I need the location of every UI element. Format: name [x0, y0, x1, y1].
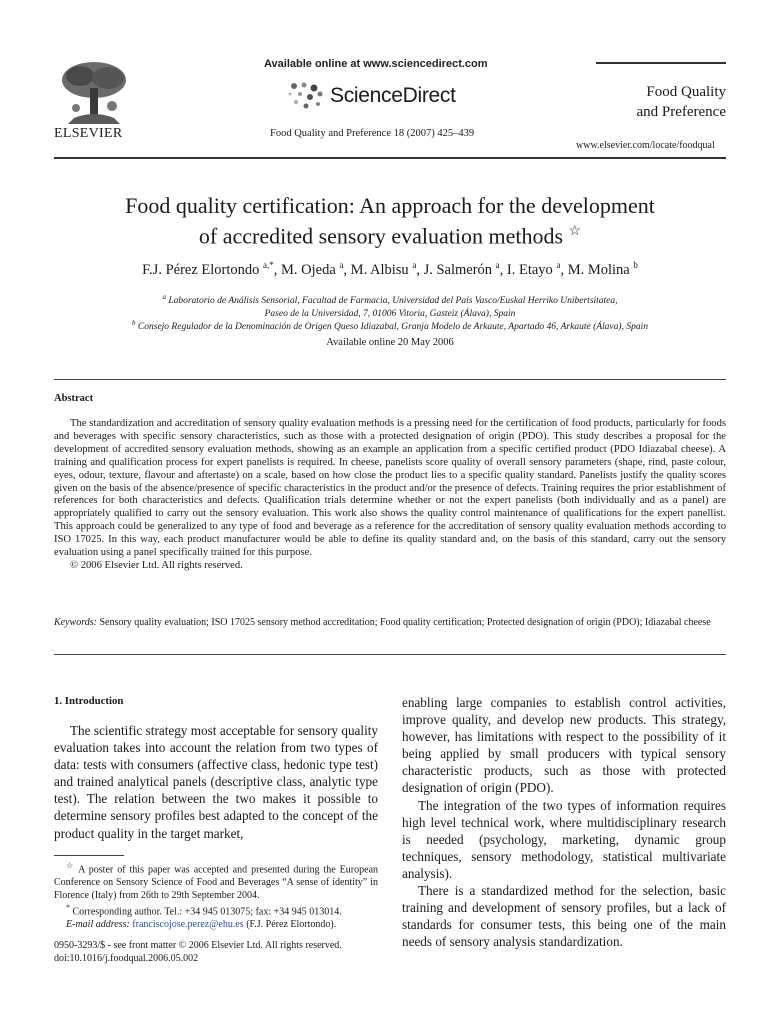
- affil-sup: a: [162, 293, 166, 301]
- affil-sup: b: [132, 319, 136, 327]
- affil-line: Paseo de la Universidad, 7, 01006 Vitoria, Gasteiz (Álava), Spain: [264, 309, 516, 320]
- author[interactable]: M. Albisu: [350, 261, 409, 278]
- doi-link[interactable]: doi:10.1016/j.foodqual.2006.05.002: [54, 952, 199, 964]
- header-divider: [54, 157, 726, 159]
- footnote-star: [54, 860, 378, 902]
- abstract-body: [54, 418, 726, 573]
- sciencedirect-logo: ScienceDirect: [330, 84, 456, 107]
- author[interactable]: M. Ojeda: [281, 261, 336, 278]
- publisher-name: ELSEVIER: [54, 126, 123, 141]
- journal-title-box: [596, 62, 726, 122]
- abstract-heading: Abstract: [54, 393, 94, 404]
- journal-title-rule: [596, 62, 726, 64]
- author-affil-sup: a: [495, 260, 500, 270]
- body-paragraph: The scientific strategy most acceptable for sensory quality evaluation takes into account the relation from two types of data: tests with consumers (affective class, hedonic type test) and trained analytical panels (descriptive class, analytic type test). The relation between the two makes it possible to determine sensory profiles best adapted to the concept of the product quality in the target market,: [54, 723, 378, 841]
- journal-citation: Food Quality and Preference 18 (2007) 425–439: [270, 128, 475, 139]
- title-line2: [54, 219, 726, 249]
- left-column: [54, 722, 378, 842]
- abstract-bottom-rule: [54, 654, 726, 655]
- asterisk-icon: *: [66, 903, 70, 913]
- footnote-email: [54, 919, 378, 932]
- page-footer: [54, 940, 342, 966]
- keywords-label: Keywords:: [54, 617, 97, 628]
- footnotes: [54, 860, 378, 932]
- title-line2-text: of accredited sensory evaluation methods: [198, 223, 564, 249]
- email-link[interactable]: franciscojose.perez@ehu.es: [132, 919, 244, 931]
- email-owner: (F.J. Pérez Elortondo).: [246, 919, 337, 931]
- author-affil-sup: a: [412, 260, 417, 270]
- footnote-star-text: A poster of this paper was accepted and presented during the European Conference on Sensory Science of Food and Beverages “A sense of identity” in Florence (Italy) from 26th to 29th September 2004.: [54, 864, 379, 901]
- right-column: [402, 694, 726, 950]
- journal-url-link[interactable]: www.elsevier.com/locate/foodqual: [576, 140, 715, 151]
- affil-line: Consejo Regulador de la Denominación de Origen Queso Idiazabal, Granja Modelo de Arkaute, Apartado 46, Arkaute (Álava), Spain: [137, 322, 648, 333]
- abstract-copyright: © 2006 Elsevier Ltd. All rights reserved.: [70, 559, 243, 571]
- available-online-date: Available online 20 May 2006: [326, 337, 454, 348]
- journal-title-line2: and Preference: [636, 104, 726, 120]
- affil-line: Laboratorio de Análisis Sensorial, Facultad de Farmacia, Universidad del País Vasco/Euskal Herriko Unibertsitatea,: [168, 296, 618, 307]
- journal-title-line1: Food Quality: [646, 84, 726, 100]
- footnote-star-icon: ☆: [66, 861, 75, 870]
- author-list: F.J. Pérez Elortondo $^{a,*}$, M. Ojeda $^a$, M. Albisu $^a$, J. Salmerón $^a$, I. Etayo $^a$, M. Molina $^b$: [142, 260, 638, 278]
- keywords: [54, 617, 726, 630]
- author[interactable]: I. Etayo: [506, 261, 553, 278]
- author[interactable]: M. Molina: [567, 261, 630, 278]
- author-affil-sup: b: [633, 260, 638, 270]
- issn-line: 0950-3293/$ - see front matter © 2006 Elsevier Ltd. All rights reserved.: [54, 940, 342, 951]
- author-affil-sup: a,*: [263, 260, 274, 270]
- corresponding-text: Corresponding author. Tel.: +34 945 013075; fax: +34 945 013014.: [72, 906, 342, 918]
- abstract-text: The standardization and accreditation of sensory quality evaluation methods is a pressing need for the certification of food products, particularly for foods and beverages with specific sensory characteristics, such as those with a protected designation of origin (PDO). This study describes a proposal for the development of accredited sensory evaluation methods, showing as an example an application from a specific certified product (PDO Idiazabal cheese). A training and qualification process for expert panelists is required. In cheese, panelists score quality of overall sensory parameters (shape, rind, paste colour, eyes, odour, texture, flavour and aftertaste) on a scale, based on how close the product lies to a specific quality standard. Panelists justify the quality scores given on the basis of the absence/presence of specific characteristics in the product and/or the presence of defects. Training requires the prior establishment of references for both characteristics and defects. Qualification trials determine whether or not the expert panelists (both individually and as a panel) are appropriately qualified to carry out the sensory evaluation. This work also shows the quality control maintenance of qualifications for the expert panellist. This approach could be generalized to any type of food and beverage as a reference for the accreditation of sensory quality evaluation methods according to ISO 17025. In this way, each product manufacturer would be able to define its quality standard and, on the basis of this standard, carry out the sensory evaluation using a panel specifically trained for this purpose.: [54, 418, 726, 559]
- title-footnote-star-icon[interactable]: ☆: [568, 224, 582, 239]
- author[interactable]: J. Salmerón: [423, 261, 493, 278]
- body-paragraph: There is a standardized method for the selection, basic training and development of sensory profiles, but a lack of standards for consumer tests, this being one of the main needs of sensory analysis standardization.: [402, 883, 726, 950]
- email-label: E-mail address:: [66, 919, 130, 931]
- available-online-banner: Available online at www.sciencedirect.com: [264, 58, 488, 70]
- author[interactable]: F.J. Pérez Elortondo: [142, 261, 260, 278]
- author-affil-sup: a: [339, 260, 344, 270]
- author-affil-sup: a: [556, 260, 561, 270]
- abstract-top-rule: [54, 379, 726, 380]
- body-paragraph: The integration of the two types of information requires high level technical work, where multidisciplinary research is needed (psychology, marketing, dynamic group techniques, sensory methodology, statistical multivariate analysis).: [402, 797, 726, 881]
- body-paragraph: enabling large companies to establish control activities, improve quality, and develop new products. This strategy, however, has limitations with respect to the possibility of it being applied by small producers with typical sensory characteristic products, such as those with protected designation of origin (PDO).: [402, 695, 726, 796]
- footnote-corresponding: [54, 902, 378, 919]
- section-heading-introduction: 1. Introduction: [54, 695, 124, 707]
- journal-title: [596, 82, 726, 122]
- article-title: [54, 193, 726, 249]
- footnote-rule: [54, 855, 124, 856]
- affiliation-b: [54, 317, 726, 334]
- elsevier-tree-logo: [54, 58, 134, 128]
- title-line1: Food quality certification: An approach for the development: [125, 193, 655, 218]
- keywords-text: Sensory quality evaluation; ISO 17025 sensory method accreditation; Food quality certification; Protected designation of origin (PDO); Idiazabal cheese: [99, 617, 711, 628]
